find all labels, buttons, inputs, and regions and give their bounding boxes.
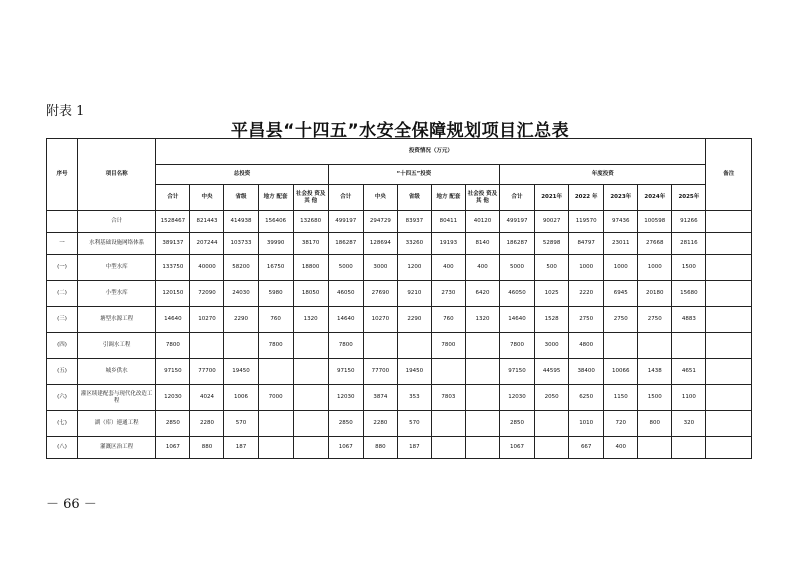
row-value-cell [258,359,293,385]
row-value-cell: 186287 [500,233,535,255]
row-value-cell: 1067 [156,437,190,459]
row-value-cell [465,437,499,459]
row-value-cell: 294729 [363,211,397,233]
row-value-cell: 6250 [569,385,604,411]
row-value-cell: 207244 [190,233,224,255]
row-value-cell: 103733 [224,233,258,255]
row-value-cell: 12030 [156,385,190,411]
row-value-cell: 128694 [363,233,397,255]
row-value-cell: 4651 [672,359,706,385]
table-row [47,233,752,255]
row-value-cell: 720 [604,411,638,437]
row-value-cell: 880 [190,437,224,459]
row-value-cell: 1528467 [156,211,190,233]
row-value-cell: 1528 [535,307,569,333]
row-value-cell: 90027 [535,211,569,233]
row-value-cell: 353 [397,385,431,411]
row-value-cell [293,385,328,411]
row-value-cell [638,437,672,459]
table-row [47,281,752,307]
row-value-cell: 7800 [156,333,190,359]
row-value-cell: 83937 [397,211,431,233]
header-total-investment: 总投资 [156,165,328,185]
row-value-cell: 72090 [190,281,224,307]
row-value-cell: 400 [465,255,499,281]
subheader-cell: 2021年 [535,185,569,211]
row-value-cell: 800 [638,411,672,437]
row-value-cell: 1150 [604,385,638,411]
row-value-cell: 186287 [328,233,363,255]
row-value-cell: 97436 [604,211,638,233]
row-value-cell: 2280 [190,411,224,437]
row-value-cell: 15680 [672,281,706,307]
row-value-cell: 23011 [604,233,638,255]
row-value-cell: 9210 [397,281,431,307]
row-seq [47,211,78,233]
row-value-cell: 667 [569,437,604,459]
row-seq: (三) [47,307,78,333]
row-seq: (八) [47,437,78,459]
row-value-cell [431,437,465,459]
subheader-cell: 合计 [156,185,190,211]
row-value-cell: 1320 [293,307,328,333]
row-value-cell: 19193 [431,233,465,255]
row-value-cell: 77700 [363,359,397,385]
header-seq: 序号 [47,139,78,211]
page-number: － 66 － [46,497,97,512]
row-value-cell: 5000 [328,255,363,281]
row-value-cell [258,411,293,437]
subheader-cell: 2022 年 [569,185,604,211]
table-row [47,307,752,333]
row-value-cell: 14640 [328,307,363,333]
row-value-cell: 2290 [224,307,258,333]
table-row [47,411,752,437]
header-plan-investment: “十四五”投资 [328,165,499,185]
row-value-cell [465,333,499,359]
row-value-cell [604,333,638,359]
table-row [47,255,752,281]
row-value-cell: 760 [431,307,465,333]
subheader-cell: 中央 [190,185,224,211]
row-value-cell: 33260 [397,233,431,255]
row-seq: (六) [47,385,78,411]
row-value-cell: 39990 [258,233,293,255]
row-value-cell: 1010 [569,411,604,437]
row-value-cell: 14640 [156,307,190,333]
row-value-cell: 570 [397,411,431,437]
row-value-cell: 760 [258,307,293,333]
row-value-cell: 499197 [328,211,363,233]
row-value-cell: 84797 [569,233,604,255]
row-value-cell: 18800 [293,255,328,281]
row-value-cell [465,385,499,411]
row-value-cell: 27690 [363,281,397,307]
row-value-cell: 4024 [190,385,224,411]
row-value-cell: 119570 [569,211,604,233]
row-value-cell: 5000 [500,255,535,281]
header-annual-investment: 年度投资 [500,165,706,185]
row-value-cell [465,359,499,385]
row-remarks [706,255,752,281]
row-value-cell: 320 [672,411,706,437]
table-row [47,359,752,385]
row-value-cell: 3000 [363,255,397,281]
row-value-cell [363,333,397,359]
row-value-cell: 80411 [431,211,465,233]
subheader-cell: 社会投 资及其 他 [465,185,499,211]
row-value-cell: 24030 [224,281,258,307]
row-value-cell: 44595 [535,359,569,385]
row-value-cell: 40000 [190,255,224,281]
row-value-cell: 2850 [500,411,535,437]
attachment-label: 附表 1 [46,104,85,119]
row-value-cell: 8140 [465,233,499,255]
row-project-name: 塘型水源工程 [77,307,155,333]
header-investment: 投资情况（万元） [156,139,706,165]
row-value-cell [258,437,293,459]
row-value-cell: 2750 [569,307,604,333]
row-value-cell: 97150 [500,359,535,385]
row-value-cell: 97150 [156,359,190,385]
row-value-cell: 187 [397,437,431,459]
row-value-cell: 821443 [190,211,224,233]
row-value-cell: 1200 [397,255,431,281]
row-value-cell: 100598 [638,211,672,233]
row-value-cell: 10270 [363,307,397,333]
subheader-cell: 社会投 资及其 他 [293,185,328,211]
row-value-cell: 10066 [604,359,638,385]
row-value-cell: 7800 [328,333,363,359]
table-row [47,211,752,233]
row-value-cell: 7800 [258,333,293,359]
row-value-cell [397,333,431,359]
subheader-cell: 2024年 [638,185,672,211]
row-value-cell: 4800 [569,333,604,359]
row-value-cell: 499197 [500,211,535,233]
table-row [47,385,752,411]
row-remarks [706,307,752,333]
row-value-cell [535,437,569,459]
row-value-cell: 120150 [156,281,190,307]
table-row [47,333,752,359]
row-project-name: 合计 [77,211,155,233]
row-value-cell: 7800 [500,333,535,359]
row-value-cell [431,359,465,385]
row-remarks [706,233,752,255]
row-seq: (一) [47,255,78,281]
row-project-name: 湖（库）連通工程 [77,411,155,437]
row-value-cell: 1100 [672,385,706,411]
row-value-cell: 12030 [500,385,535,411]
table-title: 平昌县“十四五”水安全保障规划项目汇总表 [230,121,570,141]
row-remarks [706,437,752,459]
subheader-cell: 2023年 [604,185,638,211]
row-value-cell [638,333,672,359]
row-value-cell [293,437,328,459]
row-value-cell: 40120 [465,211,499,233]
row-value-cell: 38170 [293,233,328,255]
row-value-cell: 2280 [363,411,397,437]
header-remarks: 备注 [706,139,752,211]
row-value-cell: 52898 [535,233,569,255]
row-value-cell: 414938 [224,211,258,233]
row-project-name: 引调水工程 [77,333,155,359]
subheader-cell: 合计 [328,185,363,211]
row-value-cell [190,333,224,359]
row-value-cell [431,411,465,437]
row-project-name: 水利基础设施网络体系 [77,233,155,255]
row-value-cell: 28116 [672,233,706,255]
row-remarks [706,411,752,437]
row-value-cell: 19450 [397,359,431,385]
row-value-cell: 570 [224,411,258,437]
row-value-cell [535,411,569,437]
row-value-cell: 1067 [500,437,535,459]
row-value-cell: 4883 [672,307,706,333]
row-seq: 一 [47,233,78,255]
row-value-cell: 2850 [328,411,363,437]
row-value-cell: 156406 [258,211,293,233]
row-value-cell: 400 [604,437,638,459]
row-value-cell: 14640 [500,307,535,333]
row-value-cell: 1067 [328,437,363,459]
subheader-cell: 地方 配套 [258,185,293,211]
row-value-cell: 46050 [500,281,535,307]
row-value-cell: 77700 [190,359,224,385]
row-value-cell: 18050 [293,281,328,307]
row-remarks [706,359,752,385]
table-body [47,211,752,459]
row-value-cell: 1320 [465,307,499,333]
row-value-cell: 1000 [638,255,672,281]
row-project-name: 小型水库 [77,281,155,307]
row-value-cell: 3874 [363,385,397,411]
row-seq: (二) [47,281,78,307]
table-row [47,437,752,459]
row-value-cell [293,333,328,359]
row-project-name: 中型水库 [77,255,155,281]
row-project-name: 城乡供水 [77,359,155,385]
row-value-cell: 187 [224,437,258,459]
row-value-cell: 27668 [638,233,672,255]
row-value-cell: 19450 [224,359,258,385]
subheader-cell: 中央 [363,185,397,211]
row-remarks [706,385,752,411]
row-remarks [706,211,752,233]
row-value-cell [293,359,328,385]
row-seq: (七) [47,411,78,437]
row-value-cell: 880 [363,437,397,459]
row-value-cell: 1438 [638,359,672,385]
row-value-cell: 1000 [569,255,604,281]
row-remarks [706,333,752,359]
row-project-name: 灌区续建配套与现代化改造工程 [77,385,155,411]
row-value-cell: 2730 [431,281,465,307]
row-value-cell [293,411,328,437]
row-value-cell: 2220 [569,281,604,307]
row-value-cell: 1000 [604,255,638,281]
row-value-cell [224,333,258,359]
row-value-cell: 1025 [535,281,569,307]
row-value-cell: 6945 [604,281,638,307]
row-value-cell: 20180 [638,281,672,307]
row-value-cell: 58200 [224,255,258,281]
row-value-cell: 46050 [328,281,363,307]
subheader-cell: 省级 [397,185,431,211]
row-value-cell: 16750 [258,255,293,281]
subheader-cell: 2025年 [672,185,706,211]
row-value-cell: 7803 [431,385,465,411]
summary-table [46,138,752,459]
row-value-cell: 132680 [293,211,328,233]
subheader-cell: 合计 [500,185,535,211]
row-value-cell: 133750 [156,255,190,281]
row-seq: (五) [47,359,78,385]
row-value-cell: 1006 [224,385,258,411]
row-value-cell: 400 [431,255,465,281]
row-value-cell: 7000 [258,385,293,411]
row-value-cell: 97150 [328,359,363,385]
row-value-cell: 38400 [569,359,604,385]
subheader-cell: 地方 配套 [431,185,465,211]
row-seq: (四) [47,333,78,359]
row-value-cell: 2750 [604,307,638,333]
row-value-cell [672,333,706,359]
subheader-cell: 省级 [224,185,258,211]
row-value-cell [672,437,706,459]
row-value-cell: 500 [535,255,569,281]
row-value-cell: 2290 [397,307,431,333]
row-value-cell: 12030 [328,385,363,411]
header-name: 项目名称 [77,139,155,211]
row-value-cell: 1500 [672,255,706,281]
row-value-cell: 2050 [535,385,569,411]
row-value-cell: 3000 [535,333,569,359]
row-remarks [706,281,752,307]
row-value-cell: 5980 [258,281,293,307]
row-value-cell: 2750 [638,307,672,333]
row-value-cell: 91266 [672,211,706,233]
row-value-cell: 1500 [638,385,672,411]
row-value-cell: 7800 [431,333,465,359]
row-project-name: 灌溉区治工程 [77,437,155,459]
row-value-cell: 6420 [465,281,499,307]
row-value-cell: 389137 [156,233,190,255]
row-value-cell: 10270 [190,307,224,333]
row-value-cell: 2850 [156,411,190,437]
row-value-cell [465,411,499,437]
